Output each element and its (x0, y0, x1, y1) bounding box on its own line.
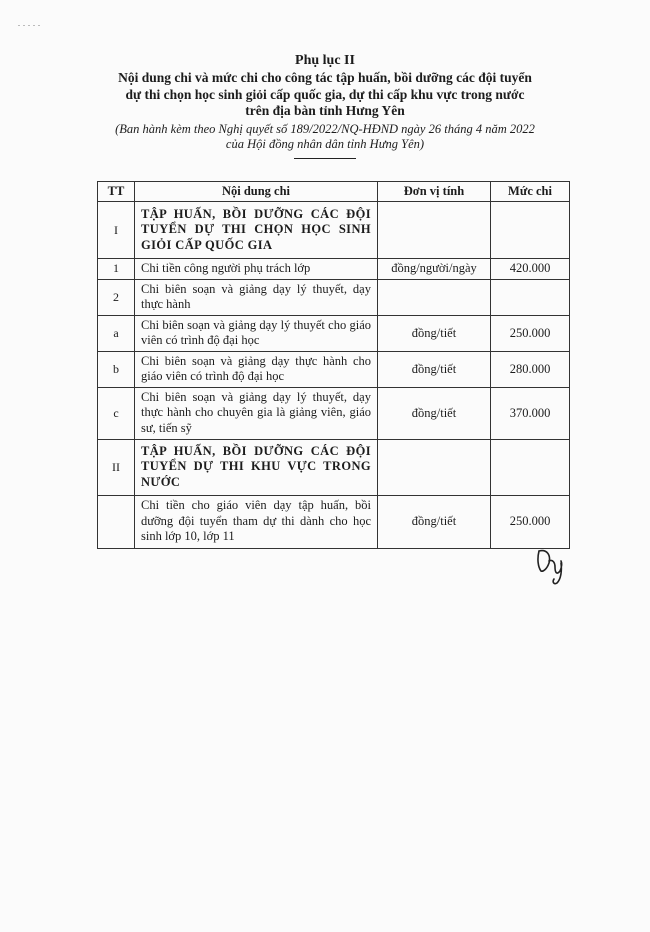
row-tt: 1 (98, 259, 135, 280)
handwritten-initials (533, 545, 567, 585)
row-amount (491, 202, 570, 259)
row-amount: 250.000 (491, 315, 570, 351)
row-amount: 420.000 (491, 259, 570, 280)
column-header-tt: TT (98, 182, 135, 202)
table-row (98, 279, 570, 315)
row-content: TẬP HUẤN, BỒI DƯỠNG CÁC ĐỘI TUYỂN DỰ THI KHU VỰC TRONG NƯỚC (135, 439, 378, 495)
expense-table (97, 181, 570, 549)
row-tt: b (98, 351, 135, 387)
row-tt: I (98, 202, 135, 259)
row-content: Chi tiền công người phụ trách lớp (135, 259, 378, 280)
table-row-section-2 (98, 439, 570, 495)
table-row (98, 259, 570, 280)
scan-speck (18, 24, 40, 27)
title-block (0, 52, 650, 159)
row-tt: a (98, 315, 135, 351)
row-content: Chi biên soạn và giảng dạy thực hành cho giáo viên có trình độ đại học (135, 351, 378, 387)
heading-line: dự thi chọn học sinh giỏi cấp quốc gia, dự thi cấp khu vực trong nước (125, 86, 525, 102)
table-row-section-1 (98, 202, 570, 259)
row-unit: đồng/tiết (378, 495, 491, 548)
row-amount: 280.000 (491, 351, 570, 387)
document-subtitle (0, 122, 650, 153)
row-amount: 370.000 (491, 387, 570, 439)
row-unit: đồng/người/ngày (378, 259, 491, 280)
heading-line: trên địa bàn tỉnh Hưng Yên (245, 103, 405, 118)
subtitle-line: (Ban hành kèm theo Nghị quyết số 189/2022/NQ-HĐND ngày 26 tháng 4 năm 2022 (115, 121, 535, 136)
row-content: TẬP HUẤN, BỒI DƯỠNG CÁC ĐỘI TUYỂN DỰ THI CHỌN HỌC SINH GIỎI CẤP QUỐC GIA (135, 202, 378, 259)
row-tt: c (98, 387, 135, 439)
appendix-title: Phụ lục II (295, 53, 355, 68)
row-unit (378, 279, 491, 315)
column-header-amount: Mức chi (491, 182, 570, 202)
table-row (98, 387, 570, 439)
table-header-row (98, 182, 570, 202)
row-unit: đồng/tiết (378, 387, 491, 439)
row-content: Chi biên soạn và giảng dạy lý thuyết cho giáo viên có trình độ đại học (135, 315, 378, 351)
row-tt (98, 495, 135, 548)
column-header-content: Nội dung chi (135, 182, 378, 202)
row-unit (378, 439, 491, 495)
title-underline (294, 158, 356, 159)
row-unit: đồng/tiết (378, 315, 491, 351)
table-row (98, 495, 570, 548)
table-row (98, 315, 570, 351)
row-amount (491, 439, 570, 495)
table-row (98, 351, 570, 387)
row-content: Chi biên soạn và giảng dạy lý thuyết, dạy thực hành (135, 279, 378, 315)
row-content: Chi biên soạn và giảng dạy lý thuyết, dạy thực hành cho chuyên gia là giảng viên, giáo sư, tiến sỹ (135, 387, 378, 439)
row-tt: II (98, 439, 135, 495)
row-unit (378, 202, 491, 259)
subtitle-line: của Hội đồng nhân dân tỉnh Hưng Yên) (225, 137, 425, 151)
row-amount (491, 279, 570, 315)
row-amount: 250.000 (491, 495, 570, 548)
document-heading (0, 70, 650, 120)
column-header-unit: Đơn vị tính (378, 182, 491, 202)
row-tt: 2 (98, 279, 135, 315)
row-unit: đồng/tiết (378, 351, 491, 387)
heading-line: Nội dung chi và mức chi cho công tác tập huấn, bồi dưỡng các đội tuyển (118, 70, 532, 85)
row-content: Chi tiền cho giáo viên dạy tập huấn, bồi dưỡng đội tuyển tham dự thi dành cho học sinh lớp 10, lớp 11 (135, 495, 378, 548)
